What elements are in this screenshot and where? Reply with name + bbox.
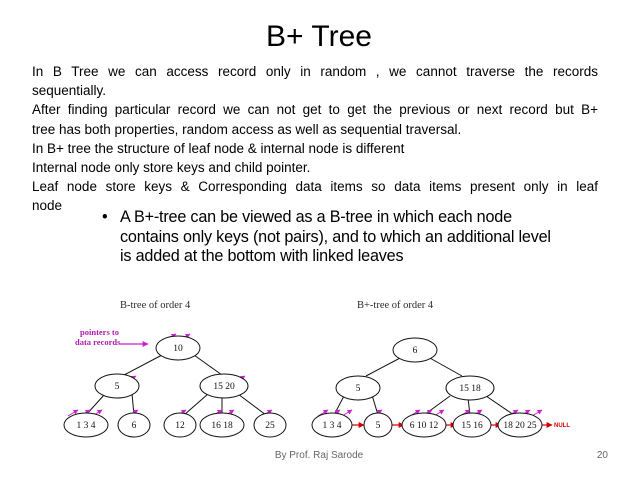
paragraph-line: In B+ tree the structure of leaf node & internal node is different: [32, 140, 405, 156]
paragraph-line: After finding particular record we can not get to get the previous or next record but B+: [32, 102, 598, 118]
pointer-note-line1: pointers to: [80, 327, 119, 337]
bplustree-label: B+-tree of order 4: [357, 300, 434, 311]
pointer-note-line2: data records: [75, 337, 121, 347]
btree-leaf: 12: [175, 421, 185, 431]
footer-author: By Prof. Raj Sarode: [274, 450, 364, 461]
page-number: 20: [596, 450, 608, 461]
bullet-line: is added at the bottom with linked leaves: [120, 247, 404, 265]
btree-root: 10: [173, 344, 183, 354]
bullet-dot-icon: •: [102, 208, 108, 226]
body-text: [32, 62, 598, 216]
bplustree-leaf: 15 16: [461, 421, 483, 431]
bullet-line: contains only keys (not pairs), and to which an additional level: [120, 227, 551, 246]
bplustree-leaf: 1 3 4: [322, 421, 342, 431]
bplustree-leaf: 18 20 25: [503, 421, 537, 431]
btree-leaf: 25: [265, 421, 275, 431]
bplustree-internal-node: 5: [355, 384, 361, 394]
btree-label: B-tree of order 4: [120, 300, 191, 311]
paragraph-line: Internal node only store keys and child pointer.: [32, 160, 311, 176]
bullet-line: A B+-tree can be viewed as a B-tree in which each node: [120, 208, 512, 226]
btree-leaf: 6: [131, 421, 137, 431]
btree-leaf: 16 18: [211, 421, 233, 431]
bplustree-leaf: 5: [375, 421, 381, 431]
bullet-point: [102, 208, 582, 267]
bplustree-diagram: [312, 338, 570, 437]
paragraph-line: In B Tree we can access record only in random , we cannot traverse the records: [32, 64, 598, 79]
btree-diagram: [64, 334, 286, 437]
bplustree-root: 6: [412, 346, 418, 356]
btree-internal-node: 5: [114, 382, 120, 392]
btree-internal-node: 15 20: [213, 382, 235, 392]
paragraph-line: tree has both properties, random access as well as sequential traversal.: [32, 121, 462, 137]
null-label: NULL: [554, 423, 570, 429]
paragraph-line: Leaf node store keys & Corresponding data items so data items present only in leaf: [32, 179, 598, 195]
paragraph-line: sequentially.: [32, 83, 107, 99]
paragraph-line: node: [32, 198, 63, 214]
bplustree-leaf: 6 10 12: [409, 421, 439, 431]
slide-title: B+ Tree: [266, 20, 372, 53]
bplustree-internal-node: 15 18: [459, 384, 481, 394]
tree-figure: [0, 290, 638, 450]
btree-leaf: 1 3 4: [76, 421, 96, 431]
